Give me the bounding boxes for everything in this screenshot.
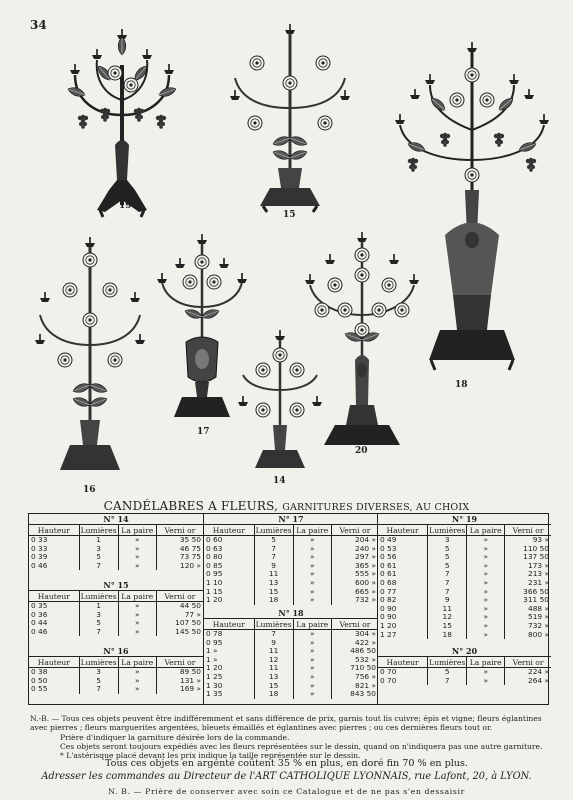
table-row	[29, 536, 203, 545]
price-column-2	[203, 514, 378, 704]
model-16-title: N° 16	[103, 646, 129, 656]
cell-price: 110 50	[505, 545, 551, 554]
cell-height: 0 80	[206, 552, 223, 562]
model-16-block	[29, 646, 203, 694]
cell-height: 1 »	[206, 654, 218, 664]
cell-price: 600 »	[331, 579, 378, 588]
cell-pair: »	[118, 553, 156, 562]
header-hauteur: Hauteur	[29, 657, 79, 668]
cell-price: 213 »	[505, 570, 551, 579]
cell-price: 304 »	[331, 630, 378, 639]
candelabra-16-illustration	[25, 235, 155, 495]
notes-section	[30, 714, 550, 760]
cell-pair: »	[293, 596, 331, 605]
note-line-4: Ces objets seront toujours expédiés avec les fleurs représentées sur le dessin, quand on n'indiquera pas une autre garniture.	[60, 741, 543, 751]
cell-lights: 7	[428, 570, 467, 579]
cell-price: 204 »	[331, 536, 378, 545]
footer-note: N. B. — Prière de conserver avec soin ce Catalogue et de ne pas s'en dessaisir	[108, 787, 465, 796]
model-15-block	[29, 580, 203, 636]
cell-pair: »	[118, 536, 156, 545]
model-17-table	[204, 524, 378, 605]
cell-pair: »	[118, 602, 156, 611]
model-18-table	[204, 618, 378, 699]
header-hauteur: Hauteur	[204, 619, 254, 630]
table-row	[29, 562, 203, 571]
cell-lights: 11	[254, 647, 293, 656]
cell-lights: 18	[254, 596, 293, 605]
cell-pair: »	[467, 562, 505, 571]
figure-number-19: 19	[119, 201, 132, 211]
candelabra-19-illustration	[55, 5, 190, 230]
cell-price: 486 50	[331, 647, 378, 656]
table-row	[204, 664, 378, 673]
cell-height: 1 20	[206, 595, 223, 605]
cell-lights: 7	[254, 545, 293, 554]
cell-pair: »	[293, 570, 331, 579]
header-verni: Verni or	[156, 657, 203, 668]
cell-price: 732 »	[505, 622, 551, 631]
price-column-3	[377, 514, 551, 704]
cell-lights: 11	[254, 664, 293, 673]
table-row	[204, 647, 378, 656]
cell-height: 0 56	[380, 552, 397, 562]
header-paire: La paire	[467, 525, 505, 536]
cell-height: 1 25	[206, 671, 223, 681]
header-verni: Verni or	[331, 525, 378, 536]
cell-lights: 7	[428, 579, 467, 588]
cell-price: 800 »	[505, 631, 551, 640]
header-verni: Verni or	[156, 525, 203, 536]
model-15-title: N° 15	[103, 580, 129, 590]
table-row	[378, 668, 551, 677]
model-18-title: N° 18	[278, 608, 304, 618]
cell-price: 46 75	[156, 545, 203, 554]
cell-price: 311 50	[505, 596, 551, 605]
cell-pair: »	[467, 579, 505, 588]
table-row	[378, 605, 551, 614]
cell-pair: »	[467, 631, 505, 640]
cell-height: 1 15	[206, 586, 223, 596]
cell-pair: »	[293, 553, 331, 562]
model-20-table	[378, 656, 551, 685]
cell-pair: »	[293, 656, 331, 665]
table-row	[29, 685, 203, 694]
cell-pair: »	[467, 596, 505, 605]
table-row	[29, 668, 203, 677]
note-line-3: Prière d'indiquer la garniture désirée lors de la commande.	[60, 732, 290, 742]
table-row	[204, 630, 378, 639]
cell-lights: 9	[428, 596, 467, 605]
cell-pair: »	[467, 613, 505, 622]
table-row	[29, 677, 203, 686]
cell-price: 89 50	[156, 668, 203, 677]
model-17-block	[204, 514, 378, 605]
cell-price: 77 »	[156, 611, 203, 620]
table-row	[378, 631, 551, 640]
header-paire: La paire	[467, 657, 505, 668]
cell-height: 0 68	[380, 577, 397, 587]
cell-height: 0 53	[380, 543, 397, 553]
cell-pair: »	[467, 588, 505, 597]
table-row	[204, 673, 378, 682]
cell-height: 0 35	[31, 601, 48, 610]
cell-price: 120 »	[156, 562, 203, 571]
cell-lights: 11	[428, 605, 467, 614]
cell-pair: »	[293, 588, 331, 597]
cell-lights: 5	[428, 668, 467, 677]
cell-lights: 15	[254, 682, 293, 691]
cell-lights: 5	[428, 545, 467, 554]
cell-height: 0 85	[206, 560, 223, 570]
cell-price: 532 »	[331, 656, 378, 665]
cell-pair: »	[467, 536, 505, 545]
cell-price: 366 50	[505, 588, 551, 597]
cell-height: 0 50	[31, 675, 48, 685]
cell-pair: »	[293, 536, 331, 545]
page-number: 34	[30, 18, 47, 32]
cell-lights: 9	[254, 562, 293, 571]
cell-price: 224 »	[505, 668, 551, 677]
cell-lights: 7	[254, 553, 293, 562]
note-line-1: N.-B. — Tous ces objets peuvent être indifféremment et sans différence de prix, garnis tout lis cuivre; épis et vigne; fleurs églantines	[30, 714, 542, 723]
model-20-title: N° 20	[451, 646, 478, 656]
table-row	[204, 596, 378, 605]
cell-lights: 5	[428, 562, 467, 571]
header-verni: Verni or	[156, 591, 203, 602]
cell-pair: »	[467, 622, 505, 631]
cell-price: 665 »	[331, 588, 378, 597]
figure-number-20: 20	[355, 446, 368, 456]
cell-height: 0 44	[31, 618, 48, 628]
cell-height: 0 61	[380, 569, 397, 579]
price-table	[28, 513, 549, 705]
cell-height: 0 33	[31, 535, 48, 544]
cell-height: 0 33	[31, 543, 48, 553]
figure-number-17: 17	[197, 427, 210, 437]
header-verni: Verni or	[331, 619, 378, 630]
header-lumieres: Lumières	[429, 657, 466, 667]
figure-number-14: 14	[273, 476, 286, 486]
model-16-table	[29, 656, 203, 694]
cell-price: 732 »	[331, 596, 378, 605]
candelabra-20-illustration	[300, 230, 425, 465]
header-paire: La paire	[118, 657, 156, 668]
cell-height: 0 46	[31, 626, 48, 636]
cell-price: 264 »	[505, 677, 551, 686]
header-lumieres: Lumières	[80, 591, 117, 601]
cell-height: 0 95	[206, 569, 223, 579]
table-row	[204, 536, 378, 545]
cell-pair: »	[118, 562, 156, 571]
cell-lights: 7	[254, 630, 293, 639]
header-lumieres: Lumières	[255, 525, 292, 535]
cell-price: 131 »	[156, 677, 203, 686]
order-address: Adresser les commandes au Directeur de l'ART CATHOLIQUE LYONNAIS, rue Lafont, 20, à LYON.	[41, 771, 532, 782]
cell-height: 0 78	[206, 629, 223, 638]
cell-lights: 1	[79, 536, 118, 545]
header-verni: Verni or	[505, 525, 551, 536]
cell-lights: 5	[79, 619, 118, 628]
cell-lights: 1	[79, 602, 118, 611]
cell-pair: »	[467, 668, 505, 677]
price-column-1	[29, 514, 203, 704]
header-hauteur: Hauteur	[378, 657, 428, 668]
header-lumieres: Lumières	[80, 657, 117, 667]
cell-lights: 7	[428, 588, 467, 597]
header-hauteur: Hauteur	[29, 591, 79, 602]
model-14-table	[29, 524, 203, 570]
cell-lights: 12	[254, 656, 293, 665]
cell-height: 0 49	[380, 535, 397, 544]
candelabra-15-illustration	[215, 18, 365, 223]
table-row	[378, 596, 551, 605]
cell-lights: 9	[254, 639, 293, 648]
model-14-block	[29, 514, 203, 570]
cell-price: 240 »	[331, 545, 378, 554]
cell-pair: »	[293, 562, 331, 571]
table-row	[204, 545, 378, 554]
model-19-title: N° 19	[451, 514, 478, 524]
table-row	[204, 588, 378, 597]
catalogue-title	[0, 499, 573, 513]
cell-height: 1 35	[206, 689, 223, 699]
table-row	[29, 545, 203, 554]
cell-pair: »	[293, 545, 331, 554]
note-line-2: avec pierres ; fleurs marguerites argentées, bleuets émaillés et églantines avec pierres ; ou ces dernières fleurs tout or.	[30, 723, 493, 733]
cell-pair: »	[293, 639, 331, 648]
cell-lights: 3	[79, 611, 118, 620]
cell-pair: »	[467, 545, 505, 554]
cell-pair: »	[467, 570, 505, 579]
note-line-5: * L'astérisque placé devant les prix indique la taille représentée sur le dessin.	[60, 751, 361, 761]
cell-lights: 5	[428, 553, 467, 562]
cell-lights: 5	[79, 553, 118, 562]
cell-height: 1 27	[380, 629, 397, 639]
header-paire: La paire	[293, 619, 331, 630]
table-row	[204, 570, 378, 579]
model-15-table	[29, 590, 203, 636]
cell-price: 93 »	[505, 536, 551, 545]
cell-price: 44 50	[156, 602, 203, 611]
cell-price: 422 »	[331, 639, 378, 648]
cell-pair: »	[118, 677, 156, 686]
table-row	[204, 553, 378, 562]
cell-height: 1 20	[206, 663, 223, 673]
cell-lights: 7	[79, 562, 118, 571]
cell-height: 0 38	[31, 667, 48, 676]
cell-height: 1 30	[206, 680, 223, 690]
cell-price: 107 50	[156, 619, 203, 628]
cell-pair: »	[118, 619, 156, 628]
cell-price: 843 50	[331, 690, 378, 699]
table-row	[378, 622, 551, 631]
table-row	[378, 677, 551, 686]
title-sub: GARNITURES DIVERSES, AU CHOIX	[282, 502, 470, 513]
figure-number-15: 15	[283, 210, 296, 220]
cell-price: 297 »	[331, 553, 378, 562]
cell-height: 1 »	[206, 646, 218, 656]
cell-lights: 18	[428, 631, 467, 640]
cell-lights: 5	[79, 677, 118, 686]
cell-height: 0 90	[380, 603, 397, 613]
cell-price: 821 »	[331, 682, 378, 691]
cell-price: 365 »	[331, 562, 378, 571]
cell-price: 555 »	[331, 570, 378, 579]
cell-lights: 7	[79, 685, 118, 694]
cell-lights: 3	[79, 668, 118, 677]
cell-price: 73 75	[156, 553, 203, 562]
cell-height: 1 10	[206, 577, 223, 587]
cell-height: 0 60	[206, 535, 223, 544]
figure-number-16: 16	[83, 485, 96, 495]
model-19-table	[378, 524, 551, 639]
cell-price: 169 »	[156, 685, 203, 694]
title-main: CANDÉLABRES A FLEURS,	[103, 499, 279, 513]
cell-lights: 5	[254, 536, 293, 545]
cell-pair: »	[293, 630, 331, 639]
cell-height: 0 46	[31, 560, 48, 570]
model-17-title: N° 17	[278, 514, 304, 524]
table-row	[378, 562, 551, 571]
header-lumieres: Lumières	[255, 619, 292, 629]
cell-price: 488 »	[505, 605, 551, 614]
model-18-block	[204, 608, 378, 699]
cell-price: 137 50	[505, 553, 551, 562]
cell-price: 173 »	[505, 562, 551, 571]
header-verni: Verni or	[505, 657, 551, 668]
cell-pair: »	[293, 673, 331, 682]
table-row	[29, 628, 203, 637]
cell-height: 0 95	[206, 637, 223, 647]
cell-price: 145 50	[156, 628, 203, 637]
cell-pair: »	[118, 685, 156, 694]
header-lumieres: Lumières	[80, 525, 117, 535]
header-hauteur: Hauteur	[378, 525, 428, 536]
cell-pair: »	[467, 677, 505, 686]
cell-pair: »	[293, 579, 331, 588]
cell-height: 0 77	[380, 586, 397, 596]
header-paire: La paire	[118, 591, 156, 602]
cell-height: 0 36	[31, 609, 48, 619]
cell-pair: »	[118, 668, 156, 677]
price-note: Tous ces objets en argenté coûtent 35 % en plus, en doré fin 70 % en plus.	[105, 758, 468, 769]
figure-number-18: 18	[455, 380, 468, 390]
model-14-title: N° 14	[103, 514, 129, 524]
cell-lights: 3	[428, 536, 467, 545]
cell-height: 0 63	[206, 543, 223, 553]
table-row	[378, 553, 551, 562]
table-row	[204, 562, 378, 571]
cell-height: 0 82	[380, 595, 397, 605]
cell-price: 710 50	[331, 664, 378, 673]
table-row	[29, 553, 203, 562]
cell-pair: »	[293, 664, 331, 673]
table-row	[204, 579, 378, 588]
cell-height: 0 70	[380, 667, 397, 676]
model-20-block	[378, 646, 551, 685]
table-row	[204, 690, 378, 699]
cell-pair: »	[467, 605, 505, 614]
cell-price: 519 »	[505, 613, 551, 622]
cell-lights: 15	[254, 588, 293, 597]
cell-lights: 3	[79, 545, 118, 554]
table-row	[29, 602, 203, 611]
cell-pair: »	[467, 553, 505, 562]
header-hauteur: Hauteur	[204, 525, 254, 536]
header-lumieres: Lumières	[429, 525, 466, 535]
cell-pair: »	[118, 545, 156, 554]
table-row	[378, 570, 551, 579]
cell-height: 0 70	[380, 675, 397, 685]
cell-lights: 11	[254, 570, 293, 579]
cell-lights: 7	[79, 628, 118, 637]
table-row	[378, 613, 551, 622]
header-paire: La paire	[293, 525, 331, 536]
cell-lights: 13	[254, 673, 293, 682]
cell-pair: »	[118, 611, 156, 620]
cell-height: 0 90	[380, 612, 397, 622]
cell-height: 0 55	[31, 684, 48, 694]
cell-lights: 18	[254, 690, 293, 699]
header-paire: La paire	[118, 525, 156, 536]
cell-pair: »	[293, 690, 331, 699]
cell-price: 231 »	[505, 579, 551, 588]
cell-height: 0 61	[380, 560, 397, 570]
cell-pair: »	[118, 628, 156, 637]
cell-price: 35 50	[156, 536, 203, 545]
cell-lights: 15	[428, 622, 467, 631]
cell-lights: 13	[254, 579, 293, 588]
header-hauteur: Hauteur	[29, 525, 79, 536]
cell-pair: »	[293, 682, 331, 691]
cell-lights: 12	[428, 613, 467, 622]
model-19-block	[378, 514, 551, 639]
cell-height: 1 20	[380, 620, 397, 630]
cell-pair: »	[293, 647, 331, 656]
cell-price: 756 »	[331, 673, 378, 682]
cell-lights: 7	[428, 677, 467, 686]
cell-height: 0 39	[31, 552, 48, 562]
